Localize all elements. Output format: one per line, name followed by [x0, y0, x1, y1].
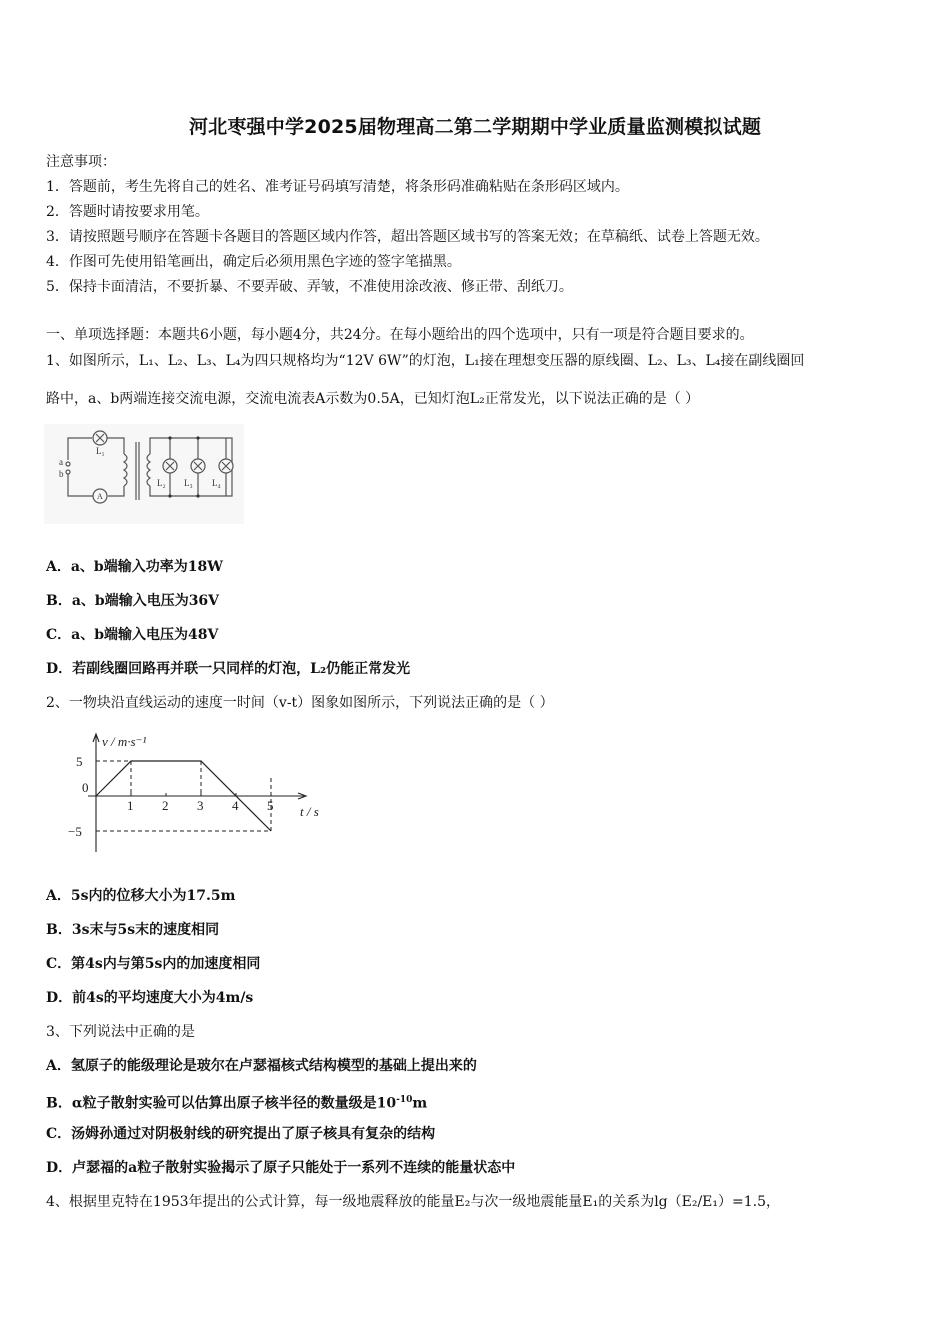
option-unit: m [412, 1095, 428, 1112]
x-tick-label: 3 [197, 798, 204, 813]
question-2-option: A．5s内的位移大小为17.5m [46, 888, 236, 904]
x-tick-label: 2 [162, 798, 169, 813]
notice-item: 1．答题前，考生先将自己的姓名、准考证号码填写清楚，将条形码准确粘贴在条形码区域内。 [46, 179, 629, 195]
question-1-option: A．a、b端输入功率为18W [46, 559, 223, 575]
terminal-a-label: a [59, 457, 63, 467]
notice-item: 2．答题时请按要求用笔。 [46, 204, 209, 220]
question-3-option: C．汤姆孙通过对阴极射线的研究提出了原子核具有复杂的结构 [46, 1126, 436, 1142]
x-axis-label: t / s [300, 804, 319, 819]
y-tick-label: 5 [76, 754, 83, 769]
page-title: 河北枣强中学2025届物理高二第二学期期中学业质量监测模拟试题 [188, 116, 762, 138]
question-3-option: D．卢瑟福的a粒子散射实验揭示了原子只能处于一系列不连续的能量状态中 [46, 1160, 516, 1176]
ammeter-label: A [97, 492, 103, 501]
question-1-option: D．若副线圈回路再并联一只同样的灯泡，L₂仍能正常发光 [46, 661, 411, 677]
question-2-option: C．第4s内与第5s内的加速度相同 [46, 956, 261, 972]
lamp-l2-label: L₂ [157, 478, 166, 488]
question-4-stem: 4、根据里克特在1953年提出的公式计算，每一级地震释放的能量E₂与次一级地震能量E₁的关系为lg（E₂/E₁）=1.5， [46, 1194, 781, 1210]
question-3-stem: 3、下列说法中正确的是 [46, 1024, 195, 1040]
lamp-l1-label: L₁ [96, 446, 105, 456]
question-3-option [46, 1090, 427, 1114]
notice-item: 4．作图可先使用铅笔画出，确定后必须用黑色字迹的签字笔描黑。 [46, 254, 461, 270]
question-2-option: D．前4s的平均速度大小为4m/s [46, 990, 254, 1006]
question-2-stem: 2、一物块沿直线运动的速度一时间（v-t）图象如图所示，下列说法正确的是（ ） [46, 695, 554, 711]
question-3-option: A．氢原子的能级理论是玻尔在卢瑟福核式结构模型的基础上提出来的 [46, 1058, 477, 1074]
notice-heading: 注意事项： [46, 154, 116, 170]
transformer-circuit-figure [44, 424, 244, 524]
notice-item: 3．请按照题号顺序在答题卡各题目的答题区域内作答，超出答题区域书写的答案无效；在草稿纸、试卷上答题无效。 [46, 229, 769, 245]
question-1-option: C．a、b端输入电压为48V [46, 627, 219, 643]
option-text: B．α粒子散射实验可以估算出原子核半径的数量级是10 [46, 1095, 397, 1112]
notice-item: 5．保持卡面清洁，不要折暴、不要弄破、弄皱，不准使用涂改液、修正带、刮纸刀。 [46, 279, 573, 295]
question-1-option: B．a、b端输入电压为36V [46, 593, 220, 609]
y-axis-label: v / m·s⁻¹ [102, 734, 147, 749]
terminal-b-label: b [59, 469, 64, 479]
question-2-option: B．3s末与5s末的速度相同 [46, 922, 220, 938]
y-tick-label: 0 [82, 780, 89, 795]
y-tick-label: −5 [68, 824, 82, 839]
lamp-l4-label: L₄ [212, 478, 221, 488]
question-1-stem-line2: 路中，a、b两端连接交流电源，交流电流表A示数为0.5A，已知灯泡L₂正常发光，以下说法正确的是（ ） [46, 391, 700, 407]
x-tick-label: 1 [127, 798, 134, 813]
x-tick-label: 4 [232, 798, 239, 813]
lamp-l3-label: L₃ [184, 478, 193, 488]
velocity-time-chart [56, 726, 328, 854]
section-heading: 一、单项选择题：本题共6小题，每小题4分，共24分。在每小题给出的四个选项中，只有一项是符合题目要求的。 [46, 327, 754, 343]
option-exponent: -10 [396, 1095, 413, 1105]
x-tick-label: 5 [267, 798, 274, 813]
question-1-stem-line1: 1、如图所示，L₁、L₂、L₃、L₄为四只规格均为“12V 6W”的灯泡，L₁接在理想变压器的原线圈、L₂、L₃、L₄接在副线圈回 [46, 353, 805, 369]
